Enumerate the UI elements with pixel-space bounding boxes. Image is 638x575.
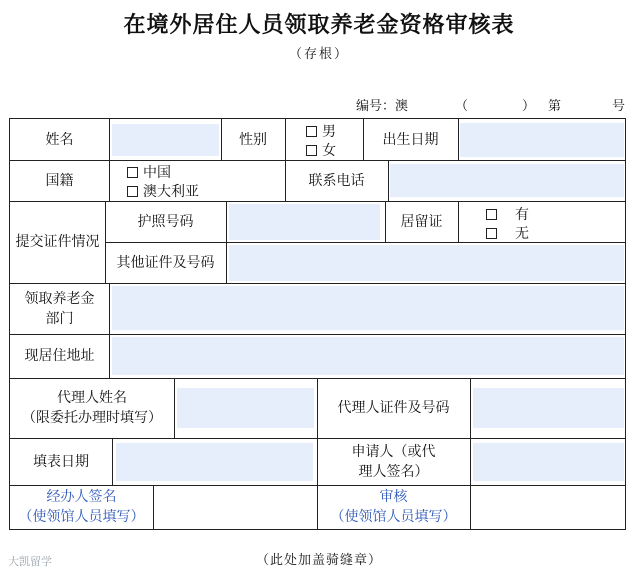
serial-open-paren: （ [455, 99, 469, 114]
birth-date-label: 出生日期 [382, 131, 439, 148]
col-divider [109, 119, 110, 160]
col-divider [109, 160, 110, 201]
option-label: 男 [322, 124, 336, 140]
label-line: 部门 [45, 310, 74, 327]
col-divider [109, 283, 110, 378]
label-line: （限委托办理时填写） [22, 410, 162, 426]
address-input[interactable] [112, 337, 624, 375]
form-table [9, 118, 626, 530]
nationality-option-china[interactable] [127, 162, 171, 182]
review-label [317, 485, 470, 529]
col-divider [226, 201, 227, 283]
handler-signature-label [10, 485, 153, 529]
documents-label: 提交证件情况 [15, 234, 100, 250]
residence-option-yes[interactable] [486, 204, 529, 224]
other-documents-input[interactable] [229, 245, 624, 281]
passport-input[interactable] [229, 204, 380, 240]
residence-option-no[interactable] [486, 223, 529, 243]
nationality-label: 国籍 [45, 172, 74, 189]
residence-permit-label: 居留证 [400, 213, 443, 230]
fill-date-label: 填表日期 [33, 453, 89, 470]
pension-department-input[interactable] [112, 286, 624, 330]
option-label: 有 [515, 207, 529, 223]
serial-close-paren: ） [522, 99, 536, 114]
serial-hao: 号 [612, 99, 626, 114]
option-label: 中国 [143, 165, 171, 181]
nationality-option-australia[interactable] [127, 181, 199, 201]
agent-name-input[interactable] [177, 388, 314, 428]
col-divider [458, 201, 459, 242]
serial-prefix: 编号：澳 [356, 99, 409, 114]
label-line: 理人签名） [358, 463, 429, 480]
label-line: 代理人姓名 [57, 390, 127, 406]
col-divider [112, 438, 113, 485]
birth-date-input[interactable] [460, 123, 624, 157]
option-label: 澳大利亚 [143, 184, 199, 200]
fill-date-input[interactable] [116, 443, 313, 481]
label-line: 经办人签名 [46, 489, 117, 505]
col-divider [285, 119, 286, 160]
applicant-signature-input[interactable] [473, 443, 624, 481]
checkbox[interactable] [486, 228, 497, 239]
name-label: 姓名 [45, 131, 74, 148]
seal-note: （此处加盖骑缝章） [255, 553, 382, 568]
checkbox[interactable] [306, 145, 317, 156]
name-input[interactable] [112, 124, 219, 156]
watermark: 大凯留学 [8, 555, 52, 568]
label-line: （使领馆人员填写） [18, 509, 145, 525]
option-label: 无 [515, 226, 529, 242]
form-title: 在境外居住人员领取养老金资格审核表 [123, 12, 515, 38]
col-divider [388, 160, 389, 201]
agent-id-label: 代理人证件及号码 [337, 400, 450, 416]
checkbox[interactable] [486, 209, 497, 220]
address-label: 现居住地址 [24, 348, 95, 364]
gender-label: 性别 [239, 131, 267, 148]
checkbox[interactable] [127, 186, 138, 197]
review-input[interactable] [471, 486, 624, 528]
pension-department-label [10, 283, 109, 334]
serial-di: 第 [548, 99, 562, 114]
label-line: 领取养老金 [24, 290, 95, 307]
phone-label: 联系电话 [308, 172, 365, 189]
label-line: 审核 [379, 489, 408, 505]
gender-option-female[interactable] [306, 140, 336, 160]
label-line: 申请人（或代 [351, 443, 436, 460]
other-documents-label: 其他证件及号码 [116, 254, 215, 271]
phone-input[interactable] [390, 164, 624, 197]
label-line: （使领馆人员填写） [330, 509, 457, 525]
applicant-signature-label [317, 438, 470, 485]
agent-id-input[interactable] [473, 388, 624, 428]
handler-signature-input[interactable] [154, 486, 316, 528]
gender-option-male[interactable] [306, 121, 336, 141]
option-label: 女 [322, 143, 336, 159]
form-subtitle: （存根） [288, 47, 349, 62]
col-divider [458, 119, 459, 160]
agent-name-label [10, 378, 174, 438]
col-divider [174, 378, 175, 438]
passport-label: 护照号码 [137, 213, 194, 230]
checkbox[interactable] [127, 167, 138, 178]
checkbox[interactable] [306, 126, 317, 137]
